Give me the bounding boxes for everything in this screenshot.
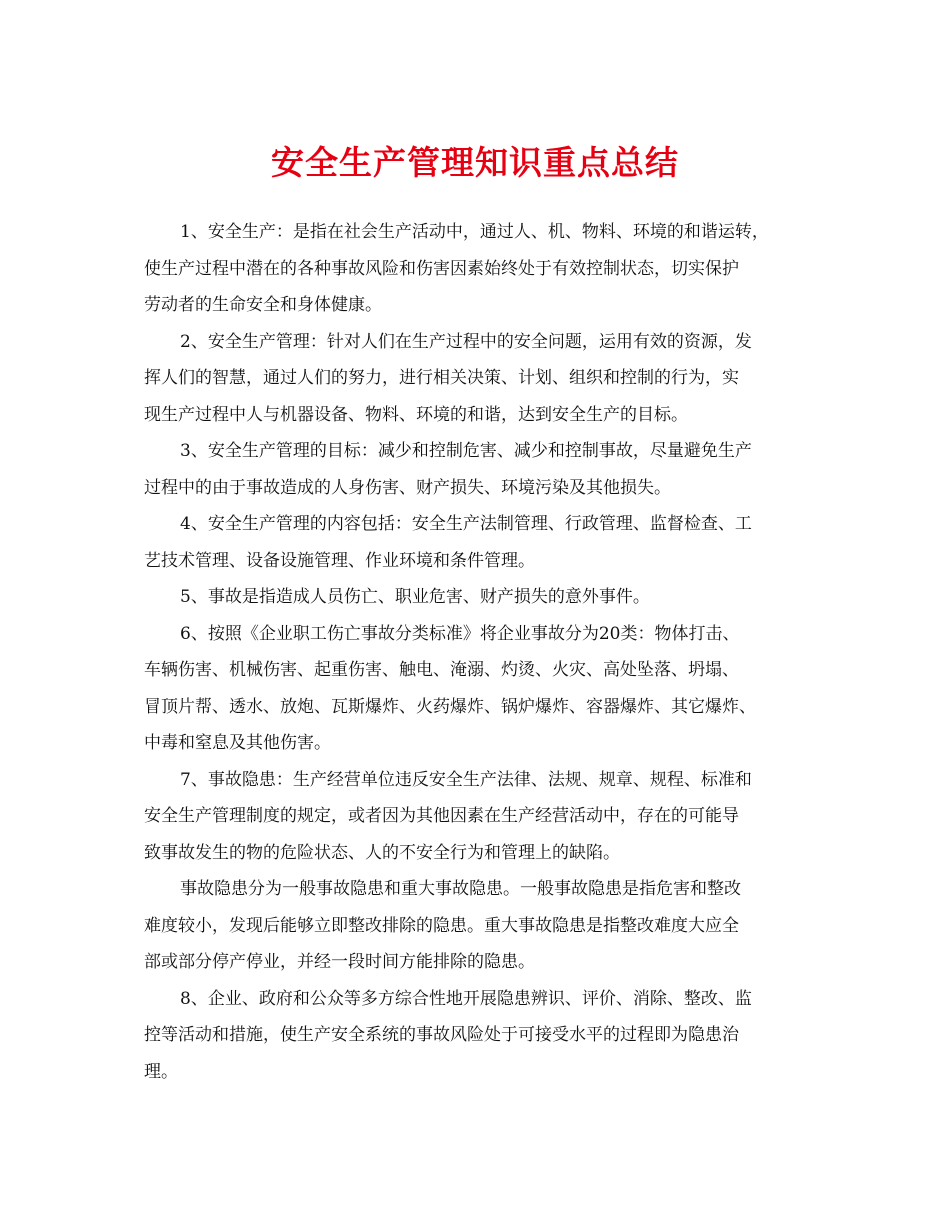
paragraph-4 xyxy=(144,506,812,579)
paragraph-line: 挥人们的智慧，通过人们的努力，进行相关决策、计划、组织和控制的行为，实 xyxy=(144,368,739,388)
paragraph-line: 2、安全生产管理：针对人们在生产过程中的安全问题，运用有效的资源，发 xyxy=(180,331,752,352)
paragraph-7 xyxy=(144,762,812,872)
paragraph-line: 现生产过程中人与机器设备、物料、环境的和谐，达到安全生产的目标。 xyxy=(144,404,688,425)
paragraph-1 xyxy=(144,214,812,324)
paragraph-line: 6、按照《企业职工伤亡事故分类标准》将企业事故分为20类：物体打击、 xyxy=(180,623,740,644)
paragraph-line: 5、事故是指造成人员伤亡、职业危害、财产损失的意外事件。 xyxy=(180,587,650,607)
paragraph-line: 4、安全生产管理的内容包括：安全生产法制管理、行政管理、监督检查、工 xyxy=(180,514,752,534)
document-body xyxy=(144,214,812,1090)
paragraph-line: 难度较小，发现后能够立即整改排除的隐患。重大事故隐患是指整改难度大应全 xyxy=(144,915,739,936)
paragraph-8 xyxy=(144,871,812,981)
paragraph-line: 过程中的由于事故造成的人身伤害、财产损失、环境污染及其他损失。 xyxy=(144,477,671,498)
paragraph-line: 控等活动和措施，使生产安全系统的事故风险处于可接受水平的过程即为隐患治 xyxy=(144,1025,739,1045)
paragraph-6 xyxy=(144,616,812,762)
paragraph-line: 艺技术管理、设备设施管理、作业环境和条件管理。 xyxy=(144,550,535,571)
paragraph-line: 3、安全生产管理的目标：减少和控制危害、减少和控制事故，尽量避免生产 xyxy=(180,441,752,461)
paragraph-line: 7、事故隐患：生产经营单位违反安全生产法律、法规、规章、规程、标准和 xyxy=(180,769,752,790)
paragraph-3 xyxy=(144,433,812,506)
paragraph-line: 1、安全生产：是指在社会生产活动中，通过人、机、物料、环境的和谐运转， xyxy=(180,222,769,242)
page-title: 安全生产管理知识重点总结 xyxy=(271,143,679,182)
paragraph-line: 事故隐患分为一般事故隐患和重大事故隐患。一般事故隐患是指危害和整改 xyxy=(180,879,741,899)
paragraph-line: 8、企业、政府和公众等多方综合性地开展隐患辨识、评价、消除、整改、监 xyxy=(180,988,752,1009)
paragraph-line: 致事故发生的物的危险状态、人的不安全行为和管理上的缺陷。 xyxy=(144,842,620,863)
paragraph-line: 理。 xyxy=(144,1061,178,1082)
paragraph-5 xyxy=(144,579,812,616)
paragraph-line: 使生产过程中潜在的各种事故风险和伤害因素始终处于有效控制状态，切实保护 xyxy=(144,258,739,279)
paragraph-line: 车辆伤害、机械伤害、起重伤害、触电、淹溺、灼烫、火灾、高处坠落、坍塌、 xyxy=(144,660,739,680)
paragraph-9 xyxy=(144,981,812,1091)
paragraph-2 xyxy=(144,324,812,434)
paragraph-line: 中毒和窒息及其他伤害。 xyxy=(144,733,331,753)
paragraph-line: 安全生产管理制度的规定，或者因为其他因素在生产经营活动中，存在的可能导 xyxy=(144,806,739,826)
paragraph-line: 冒顶片帮、透水、放炮、瓦斯爆炸、火药爆炸、锅炉爆炸、容器爆炸、其它爆炸、 xyxy=(144,696,756,717)
paragraph-line: 劳动者的生命安全和身体健康。 xyxy=(144,295,382,315)
paragraph-line: 部或部分停产停业，并经一段时间方能排除的隐患。 xyxy=(144,952,535,972)
